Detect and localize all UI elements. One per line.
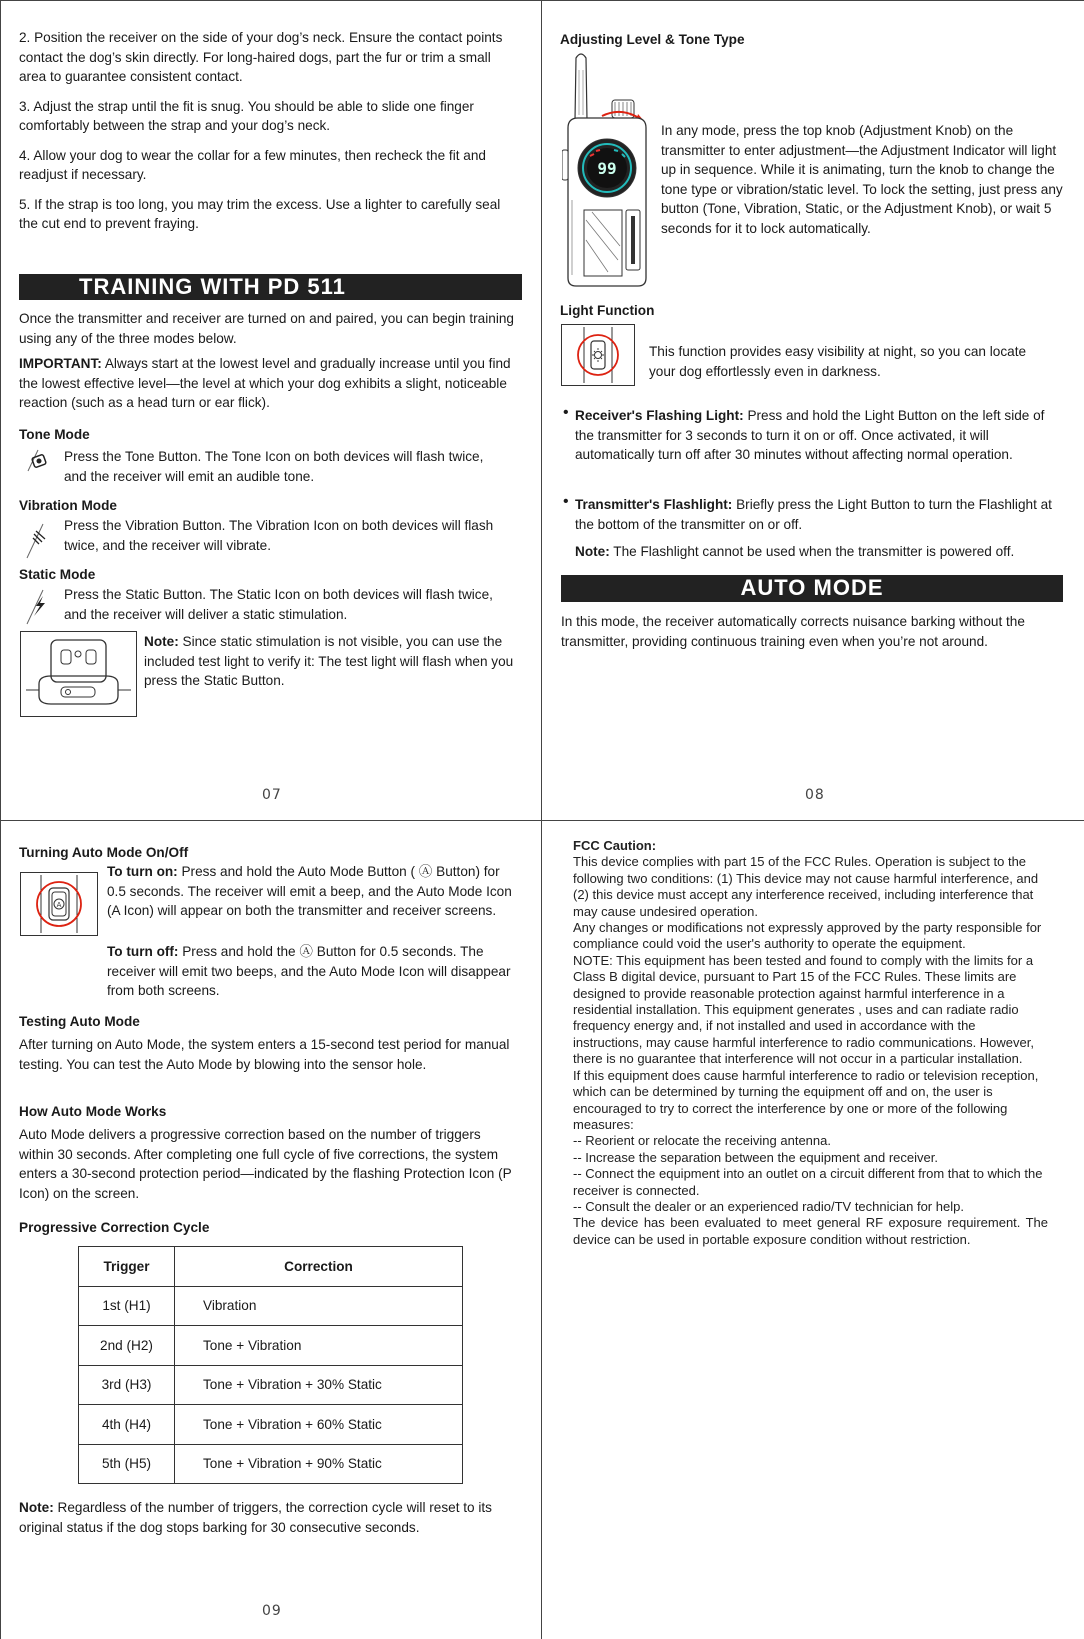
trigger-cell: 1st (H1): [79, 1286, 175, 1326]
cycle-note-label: Note:: [19, 1500, 54, 1515]
table-row: [79, 1365, 463, 1405]
adjusting-text: In any mode, press the top knob (Adjustment Knob) on the transmitter to enter adjustment—the Adjustment Indicator will light up in sequence. While it is animating, turn the knob to change the tone type or vibration/static level. To lock the setting, just press any button (Tone, Vibration, Static, or the Adjustment Knob), or wait 5 seconds for it to lock automatically.: [661, 123, 1063, 236]
turn-on-text: Press and hold the Auto Mode Button ( Ⓐ Button) for 0.5 seconds. The receiver will emit a beep, and the Auto Mode Icon (A Icon) will appear on both the transmitter and receiver screens.: [107, 864, 512, 918]
header-trigger: Trigger: [79, 1247, 175, 1287]
fcc-rf-exposure: The device has been evaluated to meet general RF exposure requirement. The device can be used in portable exposure condition without restriction.: [573, 1215, 1048, 1247]
tone-mode-text: Press the Tone Button. The Tone Icon on both devices will flash twice, and the receiver will emit an audible tone.: [64, 449, 484, 484]
correction-cell: Tone + Vibration + 90% Static: [175, 1444, 463, 1484]
training-banner: TRAINING WITH PD 511: [19, 274, 522, 300]
header-correction: Correction: [175, 1247, 463, 1287]
turn-off-text: Press and hold the Ⓐ Button for 0.5 seconds. The receiver will emit two beeps, and the Auto Mode Icon will disappear from both screens.: [107, 944, 511, 998]
bullet-transmitter-flashlight: •: [563, 493, 569, 510]
table-row: [79, 1326, 463, 1366]
table-row: [79, 1405, 463, 1445]
transmitter-flashlight-label: Transmitter's Flashlight:: [575, 497, 733, 512]
transmitter-flashlight-text: Briefly press the Light Button to turn the Flashlight at the bottom of the transmitter on or off.: [575, 497, 1052, 532]
fcc-title: FCC Caution:: [573, 838, 657, 853]
tone-icon: [25, 447, 52, 474]
fcc-paragraph: This device complies with part 15 of the FCC Rules. Operation is subject to the following two conditions: (1) This device may not cause harmful interference, and (2) this device must accept any interference received, including interference that may cause undesired operation.: [573, 854, 1039, 919]
auto-mode-intro: In this mode, the receiver automatically corrects nuisance barking without the transmitter, providing continuous training even when you’re not around.: [561, 614, 1025, 649]
step-3: 3. Adjust the strap until the fit is snug. You should be able to slide one finger comfortably between the strap and your dog’s neck.: [19, 98, 474, 133]
table-header-row: [79, 1247, 463, 1287]
trigger-cell: 3rd (H3): [79, 1365, 175, 1405]
important-label: IMPORTANT:: [19, 356, 102, 371]
trigger-cell: 4th (H4): [79, 1405, 175, 1445]
static-note-label: Note:: [144, 634, 179, 649]
vibration-mode-text: Press the Vibration Button. The Vibration Icon on both devices will flash twice, and the receiver will vibrate.: [64, 518, 494, 553]
fcc-section: [573, 838, 1048, 1248]
svg-text:A: A: [56, 901, 62, 909]
correction-cell: Vibration: [175, 1286, 463, 1326]
tone-mode-title: Tone Mode: [19, 427, 90, 442]
fcc-paragraph: NOTE: This equipment has been tested and found to comply with the limits for a Class B digital device, pursuant to Part 15 of the FCC Rules. These limits are designed to provide reasonable protection against harmful interference in a residential installation. This equipment generates , uses and can radiate radio frequency energy and, if not installed and used in accordance with the instructions, may cause harmful interference to radio communications. However, there is no guarantee that interference will not occur in a particular installation.: [573, 952, 1034, 1067]
vibration-mode-title: Vibration Mode: [19, 498, 117, 513]
training-section: [19, 309, 521, 413]
static-icon: [25, 586, 52, 626]
static-note: [144, 632, 519, 691]
static-mode-title: Static Mode: [19, 567, 96, 582]
turn-on-label: To turn on:: [107, 864, 178, 879]
how-auto-text: Auto Mode delivers a progressive correction based on the number of triggers within 30 seconds. After completing one full cycle of five corrections, the system enters a 30-second protection period—indicated by the flashing Protection Icon (P Icon) on the screen.: [19, 1127, 512, 1201]
table-row: [79, 1286, 463, 1326]
bullet-receiver-light: •: [563, 404, 569, 421]
page-number-07: 07: [262, 787, 282, 803]
fcc-paragraph: which can be determined by turning the equipment off and on, the user is encouraged to try to correct the interference by one or more of the following measures:: [573, 1084, 1008, 1132]
adjusting-title: Adjusting Level & Tone Type: [560, 32, 745, 47]
light-button-illustration: [561, 324, 635, 386]
important-paragraph: [19, 354, 521, 413]
progressive-cycle-title: Progressive Correction Cycle: [19, 1220, 210, 1235]
transmitter-display-value: 99: [597, 159, 617, 178]
vibration-icon: [25, 520, 52, 560]
test-light-illustration: [20, 631, 137, 717]
turn-off-instruction: [107, 942, 522, 1001]
cycle-reset-note: [19, 1498, 519, 1537]
fcc-measure: -- Increase the separation between the equipment and receiver.: [573, 1149, 938, 1165]
transmitter-flashlight: [575, 495, 1065, 534]
turn-on-instruction: [107, 862, 522, 921]
static-note-text: Since static stimulation is not visible, you can use the included test light to verify it: The test light will flash when you press the Static Button.: [144, 634, 514, 688]
testing-auto-text: After turning on Auto Mode, the system enters a 15-second test period for manual testing. You can test the Auto Mode by blowing into the sensor hole.: [19, 1037, 510, 1072]
receiver-flashing-light-label: Receiver's Flashing Light:: [575, 408, 744, 423]
transmitter-illustration: [562, 50, 652, 292]
cycle-note-text: Regardless of the number of triggers, the correction cycle will reset to its original status if the dog stops barking for 30 consecutive seconds.: [19, 1500, 492, 1535]
table-row: [79, 1444, 463, 1484]
middle-divider: [0, 820, 1084, 821]
testing-auto-title: Testing Auto Mode: [19, 1014, 140, 1029]
trigger-cell: 5th (H5): [79, 1444, 175, 1484]
static-mode-text: Press the Static Button. The Static Icon on both devices will flash twice, and the receiver will deliver a static stimulation.: [64, 587, 493, 622]
trigger-cell: 2nd (H2): [79, 1326, 175, 1366]
turning-auto-title: Turning Auto Mode On/Off: [19, 845, 189, 860]
correction-cell: Tone + Vibration + 60% Static: [175, 1405, 463, 1445]
important-text: Always start at the lowest level and gradually increase until you find the lowest effective level—the level at which your dog exhibits a slight, noticeable reaction (such as a head turn or ear flick).: [19, 356, 511, 410]
flashlight-note-text: The Flashlight cannot be used when the transmitter is powered off.: [609, 544, 1015, 559]
step-5: 5. If the strap is too long, you may trim the excess. Use a lighter to carefully seal the cut end to prevent fraying.: [19, 196, 501, 231]
how-auto-title: How Auto Mode Works: [19, 1104, 167, 1119]
correction-table: [78, 1246, 463, 1484]
flashlight-note-label: Note:: [575, 544, 610, 559]
step-4: 4. Allow your dog to wear the collar for a few minutes, then recheck the fit and readjust if necessary.: [19, 147, 486, 182]
correction-cell: Tone + Vibration: [175, 1326, 463, 1366]
page-number-08: 08: [805, 787, 825, 803]
page-07: [19, 28, 521, 234]
light-function-text: This function provides easy visibility at night, so you can locate your dog effortlessly even in darkness.: [649, 344, 1027, 379]
fcc-paragraph: Any changes or modifications not expressly approved by the party responsible for compliance could void the user's authority to operate the equipment.: [573, 920, 1042, 952]
light-function-title: Light Function: [560, 303, 655, 318]
fcc-measure: -- Reorient or relocate the receiving antenna.: [573, 1133, 831, 1149]
step-2: 2. Position the receiver on the side of your dog’s neck. Ensure the contact points contact the dog’s skin directly. For long-haired dogs, part the fur or trim a small area to guarantee consistent contact.: [19, 30, 503, 84]
page-number-09: 09: [262, 1603, 282, 1619]
flashlight-note: [575, 542, 1075, 562]
correction-cell: Tone + Vibration + 30% Static: [175, 1365, 463, 1405]
auto-mode-banner: AUTO MODE: [561, 575, 1063, 602]
receiver-flashing-light-text: Press and hold the Light Button on the left side of the transmitter for 3 seconds to turn it on or off. Once activated, it will automatically turn off after 30 minutes without affecting normal operation.: [575, 408, 1045, 462]
auto-button-illustration: [20, 872, 98, 936]
training-intro: Once the transmitter and receiver are turned on and paired, you can begin training using any of the three modes below.: [19, 311, 514, 346]
fcc-measure: -- Consult the dealer or an experienced radio/TV technician for help.: [573, 1198, 964, 1214]
fcc-measure: -- Connect the equipment into an outlet on a circuit different from that to which the receiver is connected.: [573, 1166, 1043, 1198]
receiver-flashing-light: [575, 406, 1065, 465]
fcc-paragraph: If this equipment does cause harmful interference to radio or television reception,: [573, 1067, 1039, 1083]
turn-off-label: To turn off:: [107, 944, 179, 959]
